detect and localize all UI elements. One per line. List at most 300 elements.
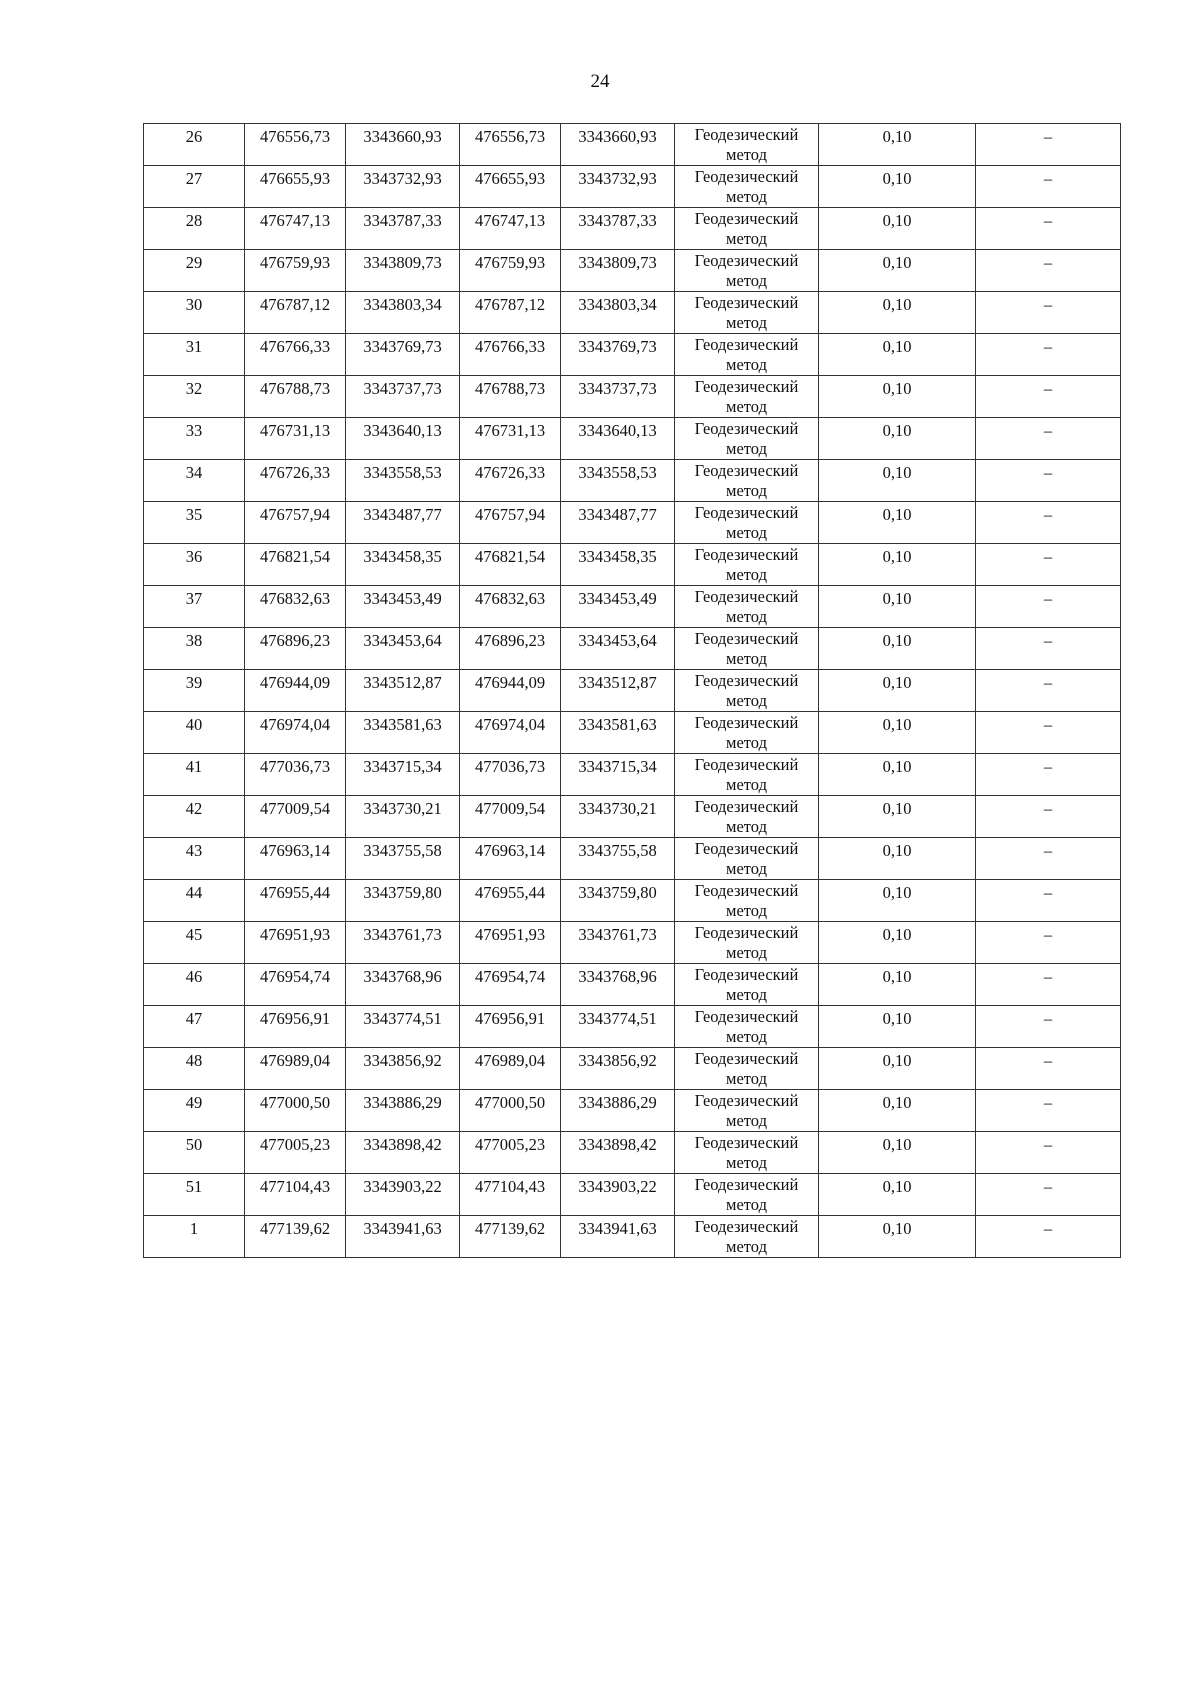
cell-y-existing: 3343755,58 bbox=[346, 838, 460, 880]
cell-x-new: 476955,44 bbox=[460, 880, 561, 922]
cell-method bbox=[675, 1216, 819, 1258]
cell-y-existing: 3343768,96 bbox=[346, 964, 460, 1006]
cell-y-new: 3343715,34 bbox=[561, 754, 675, 796]
cell-x-new: 476731,13 bbox=[460, 418, 561, 460]
table-row bbox=[144, 838, 1121, 880]
cell-x-existing: 476956,91 bbox=[245, 1006, 346, 1048]
method-line-1: Геодезический bbox=[694, 1091, 799, 1110]
cell-y-existing: 3343761,73 bbox=[346, 922, 460, 964]
cell-x-new: 476757,94 bbox=[460, 502, 561, 544]
method-line-1: Геодезический bbox=[694, 1217, 799, 1236]
cell-point-number: 46 bbox=[144, 964, 245, 1006]
cell-y-new: 3343755,58 bbox=[561, 838, 675, 880]
cell-x-existing: 476747,13 bbox=[245, 208, 346, 250]
cell-point-number: 38 bbox=[144, 628, 245, 670]
cell-method bbox=[675, 1006, 819, 1048]
cell-point-number: 48 bbox=[144, 1048, 245, 1090]
cell-y-new: 3343856,92 bbox=[561, 1048, 675, 1090]
cell-note: – bbox=[976, 334, 1121, 376]
cell-point-number: 28 bbox=[144, 208, 245, 250]
method-line-1: Геодезический bbox=[694, 881, 799, 900]
table-row bbox=[144, 460, 1121, 502]
method-line-2: метод bbox=[726, 1237, 767, 1256]
table-row bbox=[144, 754, 1121, 796]
cell-y-new: 3343487,77 bbox=[561, 502, 675, 544]
cell-x-new: 476954,74 bbox=[460, 964, 561, 1006]
cell-accuracy: 0,10 bbox=[819, 460, 976, 502]
method-line-1: Геодезический bbox=[694, 1049, 799, 1068]
cell-note: – bbox=[976, 922, 1121, 964]
method-line-1: Геодезический bbox=[694, 839, 799, 858]
cell-y-existing: 3343558,53 bbox=[346, 460, 460, 502]
cell-method bbox=[675, 376, 819, 418]
cell-y-new: 3343581,63 bbox=[561, 712, 675, 754]
method-line-2: метод bbox=[726, 565, 767, 584]
cell-y-existing: 3343886,29 bbox=[346, 1090, 460, 1132]
cell-point-number: 31 bbox=[144, 334, 245, 376]
cell-x-existing: 476731,13 bbox=[245, 418, 346, 460]
cell-x-new: 477009,54 bbox=[460, 796, 561, 838]
cell-x-new: 476896,23 bbox=[460, 628, 561, 670]
cell-note: – bbox=[976, 1174, 1121, 1216]
table-row bbox=[144, 1048, 1121, 1090]
cell-point-number: 32 bbox=[144, 376, 245, 418]
cell-note: – bbox=[976, 586, 1121, 628]
cell-x-existing: 476974,04 bbox=[245, 712, 346, 754]
method-line-2: метод bbox=[726, 901, 767, 920]
cell-accuracy: 0,10 bbox=[819, 292, 976, 334]
method-line-2: метод bbox=[726, 313, 767, 332]
cell-x-new: 476974,04 bbox=[460, 712, 561, 754]
method-line-1: Геодезический bbox=[694, 293, 799, 312]
cell-x-new: 476726,33 bbox=[460, 460, 561, 502]
method-line-2: метод bbox=[726, 859, 767, 878]
cell-y-existing: 3343732,93 bbox=[346, 166, 460, 208]
cell-note: – bbox=[976, 1006, 1121, 1048]
method-line-2: метод bbox=[726, 943, 767, 962]
cell-x-existing: 476896,23 bbox=[245, 628, 346, 670]
cell-y-new: 3343640,13 bbox=[561, 418, 675, 460]
coordinates-table bbox=[143, 123, 1121, 1258]
method-line-1: Геодезический bbox=[694, 461, 799, 480]
cell-accuracy: 0,10 bbox=[819, 166, 976, 208]
cell-y-existing: 3343856,92 bbox=[346, 1048, 460, 1090]
cell-y-existing: 3343774,51 bbox=[346, 1006, 460, 1048]
cell-method bbox=[675, 670, 819, 712]
cell-note: – bbox=[976, 796, 1121, 838]
cell-y-new: 3343898,42 bbox=[561, 1132, 675, 1174]
cell-note: – bbox=[976, 292, 1121, 334]
cell-y-existing: 3343803,34 bbox=[346, 292, 460, 334]
cell-x-new: 476759,93 bbox=[460, 250, 561, 292]
cell-note: – bbox=[976, 208, 1121, 250]
cell-x-new: 477104,43 bbox=[460, 1174, 561, 1216]
cell-x-existing: 476955,44 bbox=[245, 880, 346, 922]
cell-x-existing: 476787,12 bbox=[245, 292, 346, 334]
method-line-1: Геодезический bbox=[694, 587, 799, 606]
cell-y-new: 3343737,73 bbox=[561, 376, 675, 418]
cell-y-new: 3343941,63 bbox=[561, 1216, 675, 1258]
cell-x-existing: 477009,54 bbox=[245, 796, 346, 838]
cell-accuracy: 0,10 bbox=[819, 124, 976, 166]
cell-x-new: 477000,50 bbox=[460, 1090, 561, 1132]
cell-point-number: 41 bbox=[144, 754, 245, 796]
cell-point-number: 29 bbox=[144, 250, 245, 292]
cell-method bbox=[675, 754, 819, 796]
cell-y-existing: 3343787,33 bbox=[346, 208, 460, 250]
cell-note: – bbox=[976, 124, 1121, 166]
cell-x-existing: 476759,93 bbox=[245, 250, 346, 292]
cell-point-number: 40 bbox=[144, 712, 245, 754]
table-row bbox=[144, 124, 1121, 166]
method-line-1: Геодезический bbox=[694, 419, 799, 438]
cell-x-new: 476944,09 bbox=[460, 670, 561, 712]
page-number: 24 bbox=[590, 71, 610, 92]
table-row bbox=[144, 1216, 1121, 1258]
cell-y-existing: 3343715,34 bbox=[346, 754, 460, 796]
cell-y-existing: 3343487,77 bbox=[346, 502, 460, 544]
table-row bbox=[144, 964, 1121, 1006]
cell-y-new: 3343759,80 bbox=[561, 880, 675, 922]
cell-method bbox=[675, 544, 819, 586]
cell-accuracy: 0,10 bbox=[819, 502, 976, 544]
method-line-2: метод bbox=[726, 439, 767, 458]
cell-method bbox=[675, 586, 819, 628]
method-line-2: метод bbox=[726, 1111, 767, 1130]
cell-x-existing: 476788,73 bbox=[245, 376, 346, 418]
cell-y-existing: 3343769,73 bbox=[346, 334, 460, 376]
method-line-2: метод bbox=[726, 733, 767, 752]
cell-note: – bbox=[976, 166, 1121, 208]
cell-x-new: 476989,04 bbox=[460, 1048, 561, 1090]
method-line-2: метод bbox=[726, 691, 767, 710]
cell-x-new: 476821,54 bbox=[460, 544, 561, 586]
cell-accuracy: 0,10 bbox=[819, 1132, 976, 1174]
cell-point-number: 49 bbox=[144, 1090, 245, 1132]
cell-x-new: 476766,33 bbox=[460, 334, 561, 376]
method-line-1: Геодезический bbox=[694, 713, 799, 732]
cell-x-existing: 476757,94 bbox=[245, 502, 346, 544]
cell-accuracy: 0,10 bbox=[819, 1090, 976, 1132]
method-line-2: метод bbox=[726, 1027, 767, 1046]
cell-note: – bbox=[976, 1048, 1121, 1090]
table-row bbox=[144, 1090, 1121, 1132]
cell-x-new: 476655,93 bbox=[460, 166, 561, 208]
cell-note: – bbox=[976, 670, 1121, 712]
cell-note: – bbox=[976, 544, 1121, 586]
cell-method bbox=[675, 208, 819, 250]
cell-x-new: 476956,91 bbox=[460, 1006, 561, 1048]
table-row bbox=[144, 1006, 1121, 1048]
method-line-2: метод bbox=[726, 1069, 767, 1088]
cell-x-existing: 476832,63 bbox=[245, 586, 346, 628]
table-row bbox=[144, 292, 1121, 334]
cell-accuracy: 0,10 bbox=[819, 964, 976, 1006]
cell-method bbox=[675, 418, 819, 460]
cell-x-existing: 477139,62 bbox=[245, 1216, 346, 1258]
cell-y-new: 3343558,53 bbox=[561, 460, 675, 502]
cell-x-existing: 477104,43 bbox=[245, 1174, 346, 1216]
cell-accuracy: 0,10 bbox=[819, 796, 976, 838]
method-line-2: метод bbox=[726, 145, 767, 164]
cell-accuracy: 0,10 bbox=[819, 544, 976, 586]
cell-y-new: 3343774,51 bbox=[561, 1006, 675, 1048]
cell-accuracy: 0,10 bbox=[819, 1006, 976, 1048]
method-line-1: Геодезический bbox=[694, 167, 799, 186]
cell-accuracy: 0,10 bbox=[819, 334, 976, 376]
cell-note: – bbox=[976, 1090, 1121, 1132]
table-row bbox=[144, 250, 1121, 292]
cell-method bbox=[675, 1132, 819, 1174]
cell-x-new: 476787,12 bbox=[460, 292, 561, 334]
cell-note: – bbox=[976, 418, 1121, 460]
cell-accuracy: 0,10 bbox=[819, 670, 976, 712]
cell-point-number: 47 bbox=[144, 1006, 245, 1048]
table-row bbox=[144, 1132, 1121, 1174]
cell-method bbox=[675, 502, 819, 544]
cell-point-number: 51 bbox=[144, 1174, 245, 1216]
method-line-1: Геодезический bbox=[694, 923, 799, 942]
cell-method bbox=[675, 166, 819, 208]
cell-note: – bbox=[976, 376, 1121, 418]
cell-method bbox=[675, 628, 819, 670]
cell-x-existing: 476951,93 bbox=[245, 922, 346, 964]
cell-y-existing: 3343512,87 bbox=[346, 670, 460, 712]
cell-y-existing: 3343898,42 bbox=[346, 1132, 460, 1174]
table-row bbox=[144, 544, 1121, 586]
cell-y-new: 3343453,64 bbox=[561, 628, 675, 670]
cell-method bbox=[675, 292, 819, 334]
table-row bbox=[144, 166, 1121, 208]
cell-point-number: 39 bbox=[144, 670, 245, 712]
cell-x-new: 476951,93 bbox=[460, 922, 561, 964]
cell-y-existing: 3343453,64 bbox=[346, 628, 460, 670]
cell-y-existing: 3343453,49 bbox=[346, 586, 460, 628]
cell-x-new: 476556,73 bbox=[460, 124, 561, 166]
method-line-2: метод bbox=[726, 607, 767, 626]
cell-y-new: 3343768,96 bbox=[561, 964, 675, 1006]
method-line-1: Геодезический bbox=[694, 629, 799, 648]
cell-note: – bbox=[976, 712, 1121, 754]
method-line-1: Геодезический bbox=[694, 503, 799, 522]
method-line-1: Геодезический bbox=[694, 209, 799, 228]
cell-note: – bbox=[976, 880, 1121, 922]
cell-method bbox=[675, 124, 819, 166]
cell-y-new: 3343787,33 bbox=[561, 208, 675, 250]
cell-note: – bbox=[976, 838, 1121, 880]
cell-x-new: 476832,63 bbox=[460, 586, 561, 628]
method-line-1: Геодезический bbox=[694, 545, 799, 564]
table-row bbox=[144, 628, 1121, 670]
method-line-2: метод bbox=[726, 271, 767, 290]
cell-y-existing: 3343809,73 bbox=[346, 250, 460, 292]
cell-method bbox=[675, 1174, 819, 1216]
cell-y-existing: 3343730,21 bbox=[346, 796, 460, 838]
cell-y-existing: 3343737,73 bbox=[346, 376, 460, 418]
cell-x-existing: 476726,33 bbox=[245, 460, 346, 502]
cell-accuracy: 0,10 bbox=[819, 376, 976, 418]
cell-y-new: 3343453,49 bbox=[561, 586, 675, 628]
method-line-1: Геодезический bbox=[694, 251, 799, 270]
cell-method bbox=[675, 250, 819, 292]
cell-x-existing: 477036,73 bbox=[245, 754, 346, 796]
cell-x-existing: 476766,33 bbox=[245, 334, 346, 376]
cell-x-existing: 476944,09 bbox=[245, 670, 346, 712]
method-line-1: Геодезический bbox=[694, 377, 799, 396]
table-row bbox=[144, 418, 1121, 460]
method-line-1: Геодезический bbox=[694, 797, 799, 816]
cell-accuracy: 0,10 bbox=[819, 712, 976, 754]
cell-accuracy: 0,10 bbox=[819, 628, 976, 670]
cell-x-existing: 476821,54 bbox=[245, 544, 346, 586]
cell-y-existing: 3343660,93 bbox=[346, 124, 460, 166]
method-line-2: метод bbox=[726, 229, 767, 248]
cell-point-number: 36 bbox=[144, 544, 245, 586]
cell-note: – bbox=[976, 1132, 1121, 1174]
method-line-1: Геодезический bbox=[694, 125, 799, 144]
cell-method bbox=[675, 838, 819, 880]
table-row bbox=[144, 922, 1121, 964]
method-line-1: Геодезический bbox=[694, 671, 799, 690]
cell-y-new: 3343809,73 bbox=[561, 250, 675, 292]
cell-x-new: 476747,13 bbox=[460, 208, 561, 250]
cell-accuracy: 0,10 bbox=[819, 208, 976, 250]
cell-y-existing: 3343941,63 bbox=[346, 1216, 460, 1258]
cell-x-existing: 476655,93 bbox=[245, 166, 346, 208]
method-line-2: метод bbox=[726, 985, 767, 1004]
method-line-2: метод bbox=[726, 775, 767, 794]
cell-note: – bbox=[976, 502, 1121, 544]
cell-point-number: 42 bbox=[144, 796, 245, 838]
cell-method bbox=[675, 796, 819, 838]
cell-y-new: 3343458,35 bbox=[561, 544, 675, 586]
cell-point-number: 44 bbox=[144, 880, 245, 922]
cell-y-existing: 3343759,80 bbox=[346, 880, 460, 922]
cell-point-number: 45 bbox=[144, 922, 245, 964]
cell-point-number: 50 bbox=[144, 1132, 245, 1174]
method-line-2: метод bbox=[726, 649, 767, 668]
cell-y-existing: 3343903,22 bbox=[346, 1174, 460, 1216]
cell-accuracy: 0,10 bbox=[819, 1048, 976, 1090]
cell-y-new: 3343512,87 bbox=[561, 670, 675, 712]
cell-method bbox=[675, 712, 819, 754]
cell-x-new: 477036,73 bbox=[460, 754, 561, 796]
cell-accuracy: 0,10 bbox=[819, 418, 976, 460]
table-row bbox=[144, 712, 1121, 754]
method-line-1: Геодезический bbox=[694, 1175, 799, 1194]
cell-method bbox=[675, 1048, 819, 1090]
cell-y-new: 3343732,93 bbox=[561, 166, 675, 208]
cell-accuracy: 0,10 bbox=[819, 880, 976, 922]
cell-point-number: 30 bbox=[144, 292, 245, 334]
cell-y-new: 3343903,22 bbox=[561, 1174, 675, 1216]
cell-method bbox=[675, 460, 819, 502]
cell-point-number: 1 bbox=[144, 1216, 245, 1258]
method-line-2: метод bbox=[726, 523, 767, 542]
cell-x-existing: 476989,04 bbox=[245, 1048, 346, 1090]
cell-x-existing: 477005,23 bbox=[245, 1132, 346, 1174]
table-row bbox=[144, 334, 1121, 376]
table-row bbox=[144, 376, 1121, 418]
cell-y-new: 3343769,73 bbox=[561, 334, 675, 376]
cell-x-new: 477139,62 bbox=[460, 1216, 561, 1258]
table-row bbox=[144, 670, 1121, 712]
method-line-2: метод bbox=[726, 397, 767, 416]
method-line-1: Геодезический bbox=[694, 1007, 799, 1026]
cell-point-number: 35 bbox=[144, 502, 245, 544]
table-row bbox=[144, 586, 1121, 628]
cell-method bbox=[675, 334, 819, 376]
method-line-2: метод bbox=[726, 355, 767, 374]
cell-note: – bbox=[976, 628, 1121, 670]
cell-point-number: 26 bbox=[144, 124, 245, 166]
cell-method bbox=[675, 964, 819, 1006]
cell-note: – bbox=[976, 1216, 1121, 1258]
method-line-1: Геодезический bbox=[694, 335, 799, 354]
cell-method bbox=[675, 1090, 819, 1132]
cell-point-number: 33 bbox=[144, 418, 245, 460]
table-row bbox=[144, 502, 1121, 544]
cell-y-existing: 3343640,13 bbox=[346, 418, 460, 460]
method-line-2: метод bbox=[726, 817, 767, 836]
cell-x-new: 476788,73 bbox=[460, 376, 561, 418]
cell-accuracy: 0,10 bbox=[819, 250, 976, 292]
table-row bbox=[144, 796, 1121, 838]
cell-note: – bbox=[976, 964, 1121, 1006]
method-line-2: метод bbox=[726, 187, 767, 206]
cell-y-new: 3343886,29 bbox=[561, 1090, 675, 1132]
coordinates-table-body bbox=[144, 124, 1121, 1258]
cell-y-new: 3343730,21 bbox=[561, 796, 675, 838]
method-line-1: Геодезический bbox=[694, 1133, 799, 1152]
cell-note: – bbox=[976, 754, 1121, 796]
table-row bbox=[144, 880, 1121, 922]
cell-x-existing: 476954,74 bbox=[245, 964, 346, 1006]
table-row bbox=[144, 1174, 1121, 1216]
cell-accuracy: 0,10 bbox=[819, 1174, 976, 1216]
cell-accuracy: 0,10 bbox=[819, 838, 976, 880]
method-line-1: Геодезический bbox=[694, 965, 799, 984]
cell-x-new: 477005,23 bbox=[460, 1132, 561, 1174]
method-line-2: метод bbox=[726, 1153, 767, 1172]
cell-x-existing: 477000,50 bbox=[245, 1090, 346, 1132]
cell-x-existing: 476963,14 bbox=[245, 838, 346, 880]
cell-y-existing: 3343581,63 bbox=[346, 712, 460, 754]
cell-point-number: 34 bbox=[144, 460, 245, 502]
cell-point-number: 27 bbox=[144, 166, 245, 208]
cell-accuracy: 0,10 bbox=[819, 922, 976, 964]
cell-point-number: 37 bbox=[144, 586, 245, 628]
cell-method bbox=[675, 922, 819, 964]
cell-y-new: 3343660,93 bbox=[561, 124, 675, 166]
method-line-2: метод bbox=[726, 1195, 767, 1214]
method-line-2: метод bbox=[726, 481, 767, 500]
cell-x-existing: 476556,73 bbox=[245, 124, 346, 166]
cell-method bbox=[675, 880, 819, 922]
cell-accuracy: 0,10 bbox=[819, 586, 976, 628]
table-row bbox=[144, 208, 1121, 250]
cell-y-existing: 3343458,35 bbox=[346, 544, 460, 586]
cell-accuracy: 0,10 bbox=[819, 754, 976, 796]
cell-y-new: 3343761,73 bbox=[561, 922, 675, 964]
cell-point-number: 43 bbox=[144, 838, 245, 880]
method-line-1: Геодезический bbox=[694, 755, 799, 774]
cell-note: – bbox=[976, 250, 1121, 292]
cell-x-new: 476963,14 bbox=[460, 838, 561, 880]
cell-y-new: 3343803,34 bbox=[561, 292, 675, 334]
cell-note: – bbox=[976, 460, 1121, 502]
cell-accuracy: 0,10 bbox=[819, 1216, 976, 1258]
